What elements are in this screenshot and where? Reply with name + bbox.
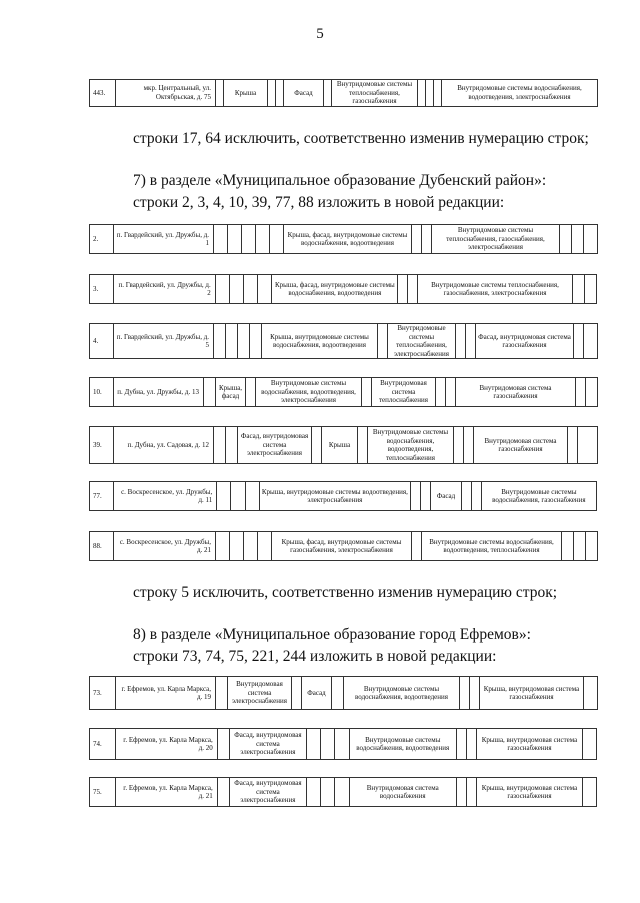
empty-cell [292,677,302,710]
row-cell: Внутридомовые системы теплоснабжения, газоснабжения [332,80,418,107]
table-row-3 [89,274,597,304]
row-cell: Фасад [302,677,332,710]
empty-cell [467,729,477,760]
empty-cell [226,324,238,359]
row-cell: Крыша, внутридомовые системы водоснабжения, водоотведения [262,324,378,359]
row-cell: Внутридомовые системы водоснабжения, водоотведения, теплоснабжения [422,532,562,561]
row-cell: Внутридомовая система водоснабжения [349,778,456,807]
row-number: 3. [90,275,114,304]
row-cell: Фасад, внутридомовая система электроснабжения [229,729,306,760]
empty-cell [574,324,584,359]
empty-cell [411,482,421,511]
row-address: п. Гвардейский, ул. Дружбы, д. 2 [114,275,215,304]
row-cell: Крыша [322,427,358,464]
row-number: 39. [90,427,114,464]
row-cell: Крыша, фасад, внутридомовые системы газоснабжения, электроснабжения [272,532,412,561]
empty-cell [238,324,250,359]
empty-cell [306,729,320,760]
paragraph: 7) в разделе «Муниципальное образование Дубенский район»: [133,172,547,189]
empty-cell [584,677,598,710]
empty-cell [572,225,584,254]
empty-cell [270,225,284,254]
row-address: с. Воскресенское, ул. Дружбы, д. 21 [114,532,216,561]
empty-cell [242,225,256,254]
empty-cell [250,324,262,359]
table-row-75 [89,777,597,807]
row-number: 74. [90,729,116,760]
empty-cell [228,225,242,254]
empty-cell [216,677,228,710]
row-cell: Внутридомовая система газоснабжения [474,427,568,464]
table-row-2 [89,224,598,254]
row-number: 2. [90,225,114,254]
row-cell: Внутридомовая система электроснабжения [228,677,292,710]
empty-cell [584,225,598,254]
row-address: мкр. Центральный, ул. Октябрьская, д. 75 [116,80,216,107]
row-cell: Внутридомовые системы теплоснабжения, газоснабжения, электроснабжения [418,275,572,304]
empty-cell [398,275,408,304]
empty-cell [324,80,332,107]
row-address: г. Ефремов, ул. Карла Маркса, д. 19 [116,677,216,710]
empty-cell [246,378,256,407]
row-number: 4. [90,324,114,359]
row-cell: Крыша, фасад, внутридомовые системы водоснабжения, водоотведения [272,275,398,304]
row-cell: Фасад, внутридомовая система электроснабжения [229,778,306,807]
empty-cell [378,324,388,359]
empty-cell [217,482,231,511]
empty-cell [216,80,224,107]
row-cell: Крыша, фасад [216,378,246,407]
empty-cell [470,677,480,710]
empty-cell [574,532,586,561]
row-cell: Фасад [431,482,461,511]
table-row-443 [89,79,598,107]
row-cell: Внутридомовые системы водоснабжения, водоотведения, электроснабжения [256,378,362,407]
empty-cell [461,482,471,511]
empty-cell [362,378,372,407]
row-cell: Внутридомовые системы водоснабжения, водоотведения [344,677,460,710]
empty-cell [582,729,596,760]
empty-cell [214,324,226,359]
empty-cell [456,324,466,359]
table-row-10 [89,377,598,407]
row-cell: Внутридомовые системы водоснабжения, газоснабжения [481,482,596,511]
empty-cell [572,275,584,304]
row-cell: Внутридомовые системы водоснабжения, водоотведения [349,729,456,760]
row-cell: Фасад, внутридомовая система электроснабжения [238,427,312,464]
empty-cell [421,482,431,511]
empty-cell [584,324,598,359]
row-address: п. Дубна, ул. Садовая, д. 12 [114,427,214,464]
empty-cell [471,482,481,511]
empty-cell [408,275,418,304]
empty-cell [358,427,368,464]
page-number: 5 [316,26,324,42]
row-number: 73. [90,677,116,710]
empty-cell [422,225,432,254]
empty-cell [306,778,320,807]
row-number: 75. [90,778,116,807]
row-cell: Крыша, внутридомовая система газоснабжения [477,778,582,807]
empty-cell [562,532,574,561]
empty-cell [335,778,349,807]
paragraph: строки 17, 64 исключить, соответственно изменив нумерацию строк; [133,130,589,147]
row-address: г. Ефремов, ул. Карла Маркса, д. 20 [116,729,217,760]
paragraph: 8) в разделе «Муниципальное образование город Ефремов»: [133,626,531,643]
row-address: п. Дубна, ул. Дружбы, д. 13 [114,378,204,407]
empty-cell [582,778,596,807]
empty-cell [214,427,226,464]
empty-cell [457,729,467,760]
row-number: 10. [90,378,114,407]
empty-cell [436,378,446,407]
row-cell: Внутридомовые системы водоснабжения, водоотведения, электроснабжения [442,80,598,107]
empty-cell [215,275,229,304]
empty-cell [245,482,259,511]
paragraph: строки 73, 74, 75, 221, 244 изложить в новой редакции: [133,648,497,665]
row-cell: Фасад [284,80,324,107]
empty-cell [226,427,238,464]
empty-cell [256,225,270,254]
empty-cell [244,275,258,304]
empty-cell [418,80,426,107]
paragraph: строку 5 исключить, соответственно изменив нумерацию строк; [133,584,558,601]
empty-cell [446,378,456,407]
row-cell: Фасад, внутридомовая система газоснабжения [476,324,574,359]
empty-cell [560,225,572,254]
empty-cell [231,482,245,511]
empty-cell [258,532,272,561]
paragraph: строки 2, 3, 4, 10, 39, 77, 88 изложить в новой редакции: [133,194,505,211]
empty-cell [312,427,322,464]
table-row-74 [89,728,597,760]
empty-cell [576,378,586,407]
row-cell: Крыша, фасад, внутридомовые системы водоснабжения, водоотведения [284,225,412,254]
empty-cell [217,729,229,760]
empty-cell [412,532,422,561]
row-cell: Внутридомовая система газоснабжения [456,378,576,407]
empty-cell [217,778,229,807]
row-number: 443. [90,80,116,107]
row-cell: Крыша, внутридомовые системы водоотведения, электроснабжения [259,482,410,511]
empty-cell [457,778,467,807]
table-row-77 [89,481,597,511]
empty-cell [568,427,578,464]
empty-cell [464,427,474,464]
table-row-88 [89,531,598,561]
row-cell: Внутридомовая система теплоснабжения [372,378,436,407]
empty-cell [434,80,442,107]
row-cell: Внутридомовые системы теплоснабжения, электроснабжения [388,324,456,359]
empty-cell [586,532,598,561]
empty-cell [204,378,216,407]
table-row-39 [89,426,598,464]
row-cell: Внутридомовые системы теплоснабжения, газоснабжения, электроснабжения [432,225,560,254]
empty-cell [321,729,335,760]
empty-cell [258,275,272,304]
empty-cell [216,532,230,561]
empty-cell [230,532,244,561]
row-number: 88. [90,532,114,561]
empty-cell [454,427,464,464]
row-cell: Крыша, внутридомовая система газоснабжения [480,677,584,710]
row-cell: Внутридомовые системы водоснабжения, водоотведения, теплоснабжения [368,427,454,464]
empty-cell [244,532,258,561]
empty-cell [276,80,284,107]
table-row-4 [89,323,598,359]
row-cell: Крыша, внутридомовая система газоснабжения [477,729,582,760]
empty-cell [321,778,335,807]
empty-cell [578,427,598,464]
empty-cell [332,677,344,710]
empty-cell [584,275,596,304]
empty-cell [426,80,434,107]
empty-cell [412,225,422,254]
empty-cell [335,729,349,760]
empty-cell [466,324,476,359]
row-address: п. Гвардейский, ул. Дружбы, д. 5 [114,324,214,359]
row-address: с. Воскресенское, ул. Дружбы, д. 11 [114,482,217,511]
row-address: п. Гвардейский, ул. Дружбы, д. 1 [114,225,214,254]
table-row-73 [89,676,598,710]
empty-cell [586,378,598,407]
row-address: г. Ефремов, ул. Карла Маркса, д. 21 [116,778,217,807]
empty-cell [467,778,477,807]
row-cell: Крыша [224,80,268,107]
row-number: 77. [90,482,114,511]
empty-cell [268,80,276,107]
empty-cell [460,677,470,710]
empty-cell [229,275,243,304]
empty-cell [214,225,228,254]
